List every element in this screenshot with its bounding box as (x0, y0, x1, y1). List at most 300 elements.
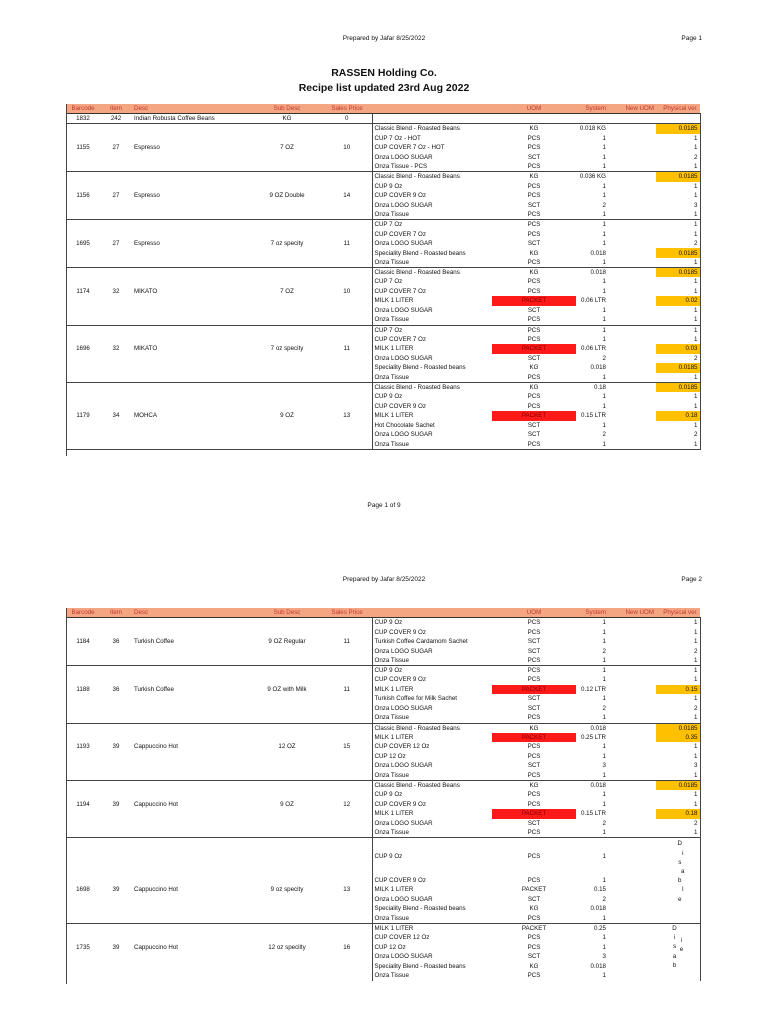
cell-ingredient: Onza LOGO SUGAR (374, 153, 433, 161)
cell-desc (132, 704, 252, 714)
cell-barcode (66, 392, 100, 402)
disable-letter: D (677, 840, 682, 848)
cell-desc (132, 819, 252, 829)
table-row (66, 191, 700, 201)
cell-ingredient: Onza LOGO SUGAR (374, 306, 433, 314)
cell-system: 0.018 (576, 780, 608, 790)
cell-item: 34 (112, 412, 120, 420)
table-row (66, 666, 700, 676)
cell-desc (132, 828, 252, 838)
cell-new-uom (608, 742, 656, 752)
cell-price (322, 335, 372, 345)
table-row (66, 876, 700, 886)
cell-new-uom (608, 713, 656, 723)
cell-ingredient: CUP 9 Oz (374, 393, 403, 401)
cell-item (100, 780, 132, 790)
table-row (66, 277, 700, 287)
cell-new-uom (608, 153, 656, 163)
cell-uom: PCS (527, 914, 541, 922)
cell-physical: 1 (656, 790, 700, 800)
cell-ingredient: Onza Tissue (374, 771, 409, 779)
cell-system: 0.06 LTR (581, 297, 606, 305)
cell-item (100, 771, 132, 781)
column-header: UOM (492, 608, 576, 618)
cell-desc (132, 675, 252, 685)
cell-desc (132, 229, 252, 239)
cell-new-uom (608, 675, 656, 685)
cell-barcode (66, 306, 100, 316)
cell-desc: Cappuccino Hot (134, 743, 179, 751)
cell-subdesc (252, 315, 322, 325)
cell-new-uom (608, 296, 656, 306)
cell-desc: Indian Robusta Coffee Beans (134, 115, 215, 123)
table-row (66, 306, 700, 316)
cell-desc (132, 952, 252, 962)
cell-physical: 1 (656, 421, 700, 431)
column-header: Item (100, 608, 132, 618)
cell-new-uom (608, 828, 656, 838)
cell-system: 1 (602, 800, 606, 808)
table-row (66, 143, 700, 153)
cell-uom: PCS (527, 402, 541, 410)
cell-ingredient: Onza Tissue (374, 373, 409, 381)
cell-item (100, 392, 132, 402)
cell-uom: KG (529, 962, 539, 970)
cell-uom: SCT (527, 762, 541, 770)
cell-system: 1 (602, 714, 606, 722)
cell-price (322, 952, 372, 962)
cell-ing: CUP COVER 9 Oz (374, 876, 426, 884)
table-header-row (66, 104, 700, 114)
cell-subdesc (252, 771, 322, 781)
cell-system: 2 (602, 647, 606, 655)
cell-ingredient: CUP COVER 9 Oz (374, 192, 426, 200)
cell-desc (132, 354, 252, 364)
cell-empty (656, 449, 700, 459)
cell-new-uom (608, 201, 656, 211)
cell-barcode (66, 704, 100, 714)
cell-uom: PACKET (492, 344, 576, 354)
cell-system: 1 (602, 230, 606, 238)
table-header-row (66, 608, 700, 618)
cell-physical: 1 (656, 335, 700, 345)
table-row (66, 675, 700, 685)
cell-uom: PCS (527, 656, 541, 664)
cell-uom: SCT (527, 638, 541, 646)
cell-subdesc: 9 OZ Regular (268, 638, 306, 646)
cell-physical: 0.02 (656, 296, 700, 306)
cell-system: 1 (576, 220, 608, 230)
cell-uom: KG (529, 364, 539, 372)
cell-system: 1 (602, 628, 606, 636)
cell-system: 1 (602, 421, 606, 429)
cell-physical: 0.0185 (656, 780, 700, 790)
disable-col-a (672, 924, 676, 970)
cell-uom: PCS (527, 192, 541, 200)
cell-ingredient: CUP 7 Oz (372, 220, 492, 230)
cell-physical: 3 (656, 761, 700, 771)
cell-subdesc (252, 723, 322, 733)
cell-new-uom (608, 363, 656, 373)
cell-desc (132, 172, 252, 182)
cell-uom: SCT (527, 421, 541, 429)
cell-physical: 2 (656, 153, 700, 163)
cell-barcode (66, 172, 100, 182)
cell-desc (132, 306, 252, 316)
cell-ingredient: CUP COVER 9 Oz (374, 800, 426, 808)
cell-new-uom (608, 229, 656, 239)
cell-subdesc (252, 402, 322, 412)
cell-subdesc (252, 392, 322, 402)
cell-subdesc (252, 430, 322, 440)
cell-subdesc (252, 306, 322, 316)
cell-ingredient: Onza Tissue (374, 258, 409, 266)
cell-new-uom (608, 268, 656, 278)
column-header: Barcode (66, 608, 100, 618)
cell-item: 36 (112, 685, 120, 693)
table-row (66, 421, 700, 431)
cell-price (322, 440, 372, 450)
cell-price (322, 752, 372, 762)
table-row (66, 943, 700, 953)
cell-barcode: 1179 (76, 412, 90, 420)
cell-new-uom (608, 790, 656, 800)
column-header: Physical ver. (656, 104, 700, 114)
cell-sys: 1 (602, 914, 606, 922)
cell-uom: PCS (527, 743, 541, 751)
cell-item: 39 (112, 943, 120, 951)
cell-price (322, 914, 372, 924)
cell-physical: 1 (656, 402, 700, 412)
cell-price (322, 296, 372, 306)
cell-system: 0.18 (576, 382, 608, 392)
cell-new-uom (608, 248, 656, 258)
cell-system: 0.06 LTR (581, 345, 606, 353)
column-header: Sales Price (322, 104, 372, 114)
cell-new-uom (608, 838, 656, 876)
cell-barcode (66, 924, 100, 934)
cell-subdesc: 7 oz specity (270, 240, 304, 248)
cell-desc (132, 220, 252, 230)
cell-item (100, 182, 132, 192)
cell-uom: PCS (527, 943, 541, 951)
cell-item (100, 124, 132, 134)
cell-barcode (66, 618, 100, 628)
cell-new-uom (608, 382, 656, 392)
disable-letter: a (681, 867, 685, 875)
cell-barcode: 1184 (76, 638, 90, 646)
cell-uom: SCT (527, 647, 541, 655)
cell-subdesc (252, 971, 322, 981)
cell-empty (372, 449, 492, 459)
cell-system: 1 (602, 144, 606, 152)
cell-price (322, 124, 372, 134)
table-row (66, 344, 700, 354)
cell-ingredient: CUP 9 Oz (374, 791, 403, 799)
cell-price (322, 828, 372, 838)
cell-price (322, 220, 372, 230)
cell-new-uom (608, 335, 656, 345)
cell-desc (132, 201, 252, 211)
cell-new-uom (608, 637, 656, 647)
cell-new-uom (608, 627, 656, 637)
cell-price (322, 363, 372, 373)
cell-barcode (66, 315, 100, 325)
cell-uom: PACKET (492, 411, 576, 421)
cell-uom: SCT (527, 953, 541, 961)
cell-barcode: 1735 (76, 943, 90, 951)
cell-item (100, 933, 132, 943)
cell-price (322, 210, 372, 220)
cell-price (322, 761, 372, 771)
cell-uom: PCS (527, 393, 541, 401)
cell-physical: 0.0185 (656, 172, 700, 182)
cell-desc (132, 153, 252, 163)
table-row (66, 704, 700, 714)
cell-ingredient: MILK 1 LITER (374, 345, 414, 353)
cell-uom: PCS (527, 714, 541, 722)
cell-desc (132, 248, 252, 258)
cell-physical: 0.0185 (656, 248, 700, 258)
cell-price (322, 373, 372, 383)
cell-desc: Espresso (134, 240, 160, 248)
cell-desc (132, 296, 252, 306)
cell-new-uom (608, 306, 656, 316)
cell-ingredient: CUP 9 Oz (372, 618, 492, 628)
cell-subdesc (252, 382, 322, 392)
cell-new-uom (608, 162, 656, 172)
cell-ingredient: CUP 7 Oz - HOT (374, 134, 421, 142)
cell-subdesc (252, 248, 322, 258)
cell-barcode: 1832 (76, 115, 90, 123)
table-row (66, 685, 700, 695)
cell-subdesc (252, 354, 322, 364)
cell-physical: 1 (656, 134, 700, 144)
cell-barcode: 1193 (76, 743, 90, 751)
cell-item (100, 713, 132, 723)
cell-empty (492, 449, 576, 459)
cell-ing: Speciality Blend - Roasted beans (374, 905, 466, 913)
cell-new-uom (608, 914, 656, 924)
cell-subdesc: 7 oz specity (270, 345, 304, 353)
cell-desc (132, 761, 252, 771)
cell-desc (132, 134, 252, 144)
cell-item (100, 402, 132, 412)
cell-physical: 1 (656, 828, 700, 838)
cell-item (100, 752, 132, 762)
table-row (66, 637, 700, 647)
cell-system: 1 (602, 743, 606, 751)
cell-price: 11 (322, 637, 372, 647)
cell-item (100, 220, 132, 230)
cell-item: 242 (110, 115, 122, 123)
cell-system: 0.12 LTR (581, 685, 606, 693)
cell-ingredient: MILK 1 LITER (372, 924, 492, 934)
cell-system: 2 (602, 704, 606, 712)
cell-ing: MILK 1 LITER (374, 886, 414, 894)
cell-physical: 1 (656, 675, 700, 685)
cell-subdesc (252, 952, 322, 962)
table-row (66, 819, 700, 829)
cell-barcode (66, 666, 100, 676)
cell-system: 1 (602, 373, 606, 381)
cell-desc (132, 325, 252, 335)
cell-physical: 1 (656, 220, 700, 230)
table-row (66, 411, 700, 421)
cell-price (322, 962, 372, 972)
cell-item: 39 (112, 743, 120, 751)
cell-uom: PCS (492, 618, 576, 628)
disable-text-wrap (658, 924, 698, 970)
cell-item (100, 277, 132, 287)
cell-subdesc (252, 752, 322, 762)
cell-ingredient: CUP 7 Oz (374, 278, 403, 286)
cell-price (322, 134, 372, 144)
table-row (66, 752, 700, 762)
document-title: Recipe list updated 23rd Aug 2022 (298, 82, 470, 94)
cell-price (322, 306, 372, 316)
cell-uom: KG (529, 905, 539, 913)
cell-system: 1 (602, 656, 606, 664)
cell-ingredient: Classic Blend - Roasted Beans (372, 124, 492, 134)
cell-new-uom (608, 402, 656, 412)
cell-barcode (66, 258, 100, 268)
cell-item (100, 335, 132, 345)
cell-item (100, 809, 132, 819)
cell-desc (132, 895, 252, 905)
cell-uom: PCS (527, 163, 541, 171)
cell-item (100, 675, 132, 685)
cell-sys: 0.018 (590, 905, 606, 913)
cell-subdesc (252, 694, 322, 704)
cell-item (100, 382, 132, 392)
cell-desc (132, 382, 252, 392)
cell-item: 27 (112, 144, 120, 152)
cell-desc (132, 771, 252, 781)
cell-desc (132, 971, 252, 981)
cell-item (100, 201, 132, 211)
cell-new-uom (608, 440, 656, 450)
cell-item: 39 (112, 886, 120, 894)
column-header: Barcode (66, 104, 100, 114)
cell-new-uom (608, 780, 656, 790)
cell-price (322, 392, 372, 402)
cell-item: 32 (112, 345, 120, 353)
cell-price (322, 258, 372, 268)
cell-uom: PCS (527, 628, 541, 636)
cell-subdesc (252, 780, 322, 790)
cell-desc (132, 210, 252, 220)
cell-new-uom (608, 220, 656, 230)
cell-subdesc: 9 OZ Double (269, 192, 305, 200)
cell-physical: 1 (656, 210, 700, 220)
cell-desc (132, 904, 252, 914)
cell-new-uom (608, 752, 656, 762)
table-row (66, 134, 700, 144)
cell-price (322, 876, 372, 886)
cell-price (322, 325, 372, 335)
cell-new-uom (608, 373, 656, 383)
table-row (66, 315, 700, 325)
cell-price: 10 (322, 143, 372, 153)
cell-system: 0.036 KG (576, 172, 608, 182)
cell-system: 0.018 (590, 364, 606, 372)
cell-item (100, 258, 132, 268)
cell-physical: 1 (656, 306, 700, 316)
cell-desc (132, 733, 252, 743)
cell-uom: PCS (527, 934, 541, 942)
cell-uom: PCS (527, 230, 541, 238)
cell-uom: PCS (527, 752, 541, 760)
cell-uom: SCT (527, 201, 541, 209)
table-row (66, 646, 700, 656)
cell-subdesc (252, 373, 322, 383)
cell-uom: PCS (492, 666, 576, 676)
cell-ingredient: MILK 1 LITER (374, 685, 414, 693)
cell-new-uom (608, 819, 656, 829)
table-row (66, 742, 700, 752)
cell-item (100, 895, 132, 905)
cell-barcode (66, 819, 100, 829)
cell-barcode (66, 268, 100, 278)
table-row (66, 114, 700, 124)
cell-barcode (66, 838, 100, 876)
cell-new-uom (608, 666, 656, 676)
cell-uom: SCT (527, 306, 541, 314)
cell-ingredient: Onza Tissue (374, 829, 409, 837)
cell-item (100, 733, 132, 743)
cell-item (100, 306, 132, 316)
cell-item (100, 694, 132, 704)
column-header: Sub Desc (252, 104, 322, 114)
cell-new-uom (608, 723, 656, 733)
cell-barcode: 1188 (76, 685, 90, 693)
cell-ingredient: Onza LOGO SUGAR (374, 819, 433, 827)
cell-ingredient: Turkish Coffee Cardamom Sachet (374, 638, 468, 646)
cell-price: 16 (322, 943, 372, 953)
disable-letter: b (678, 877, 682, 885)
cell-ingredient: Speciality Blend - Roasted beans (374, 364, 466, 372)
cell-sys: 1 (576, 838, 608, 876)
cell-desc: Turkish Coffee (134, 638, 174, 646)
table-row (66, 838, 700, 876)
cell-ingredient: Onza Tissue (374, 714, 409, 722)
cell-ingredient: Onza Tissue (374, 656, 409, 664)
cell-barcode: 1194 (76, 800, 90, 808)
cell-new-uom (608, 315, 656, 325)
cell-subdesc: 9 oz specity (270, 886, 304, 894)
cell-physical: 1 (656, 258, 700, 268)
cell-desc: MIKATO (134, 345, 158, 353)
cell-system: 1 (602, 182, 606, 190)
cell-uom: PACKET (492, 733, 576, 743)
cell-price (322, 382, 372, 392)
cell-physical: 0.0185 (656, 124, 700, 134)
cell-physical: 1 (656, 143, 700, 153)
cell-ingredient: Hot Chocolate Sachet (374, 421, 435, 429)
cell-item (100, 962, 132, 972)
cell-barcode (66, 752, 100, 762)
cell-new-uom (608, 325, 656, 335)
cell-barcode (66, 790, 100, 800)
cell-empty (576, 114, 608, 124)
column-header: Sales Price (322, 608, 372, 618)
cell-uom: PCS (527, 676, 541, 684)
cell-subdesc (252, 277, 322, 287)
cell-price: 13 (322, 411, 372, 421)
cell-system: 0.018 (576, 723, 608, 733)
cell-new-uom (608, 809, 656, 819)
